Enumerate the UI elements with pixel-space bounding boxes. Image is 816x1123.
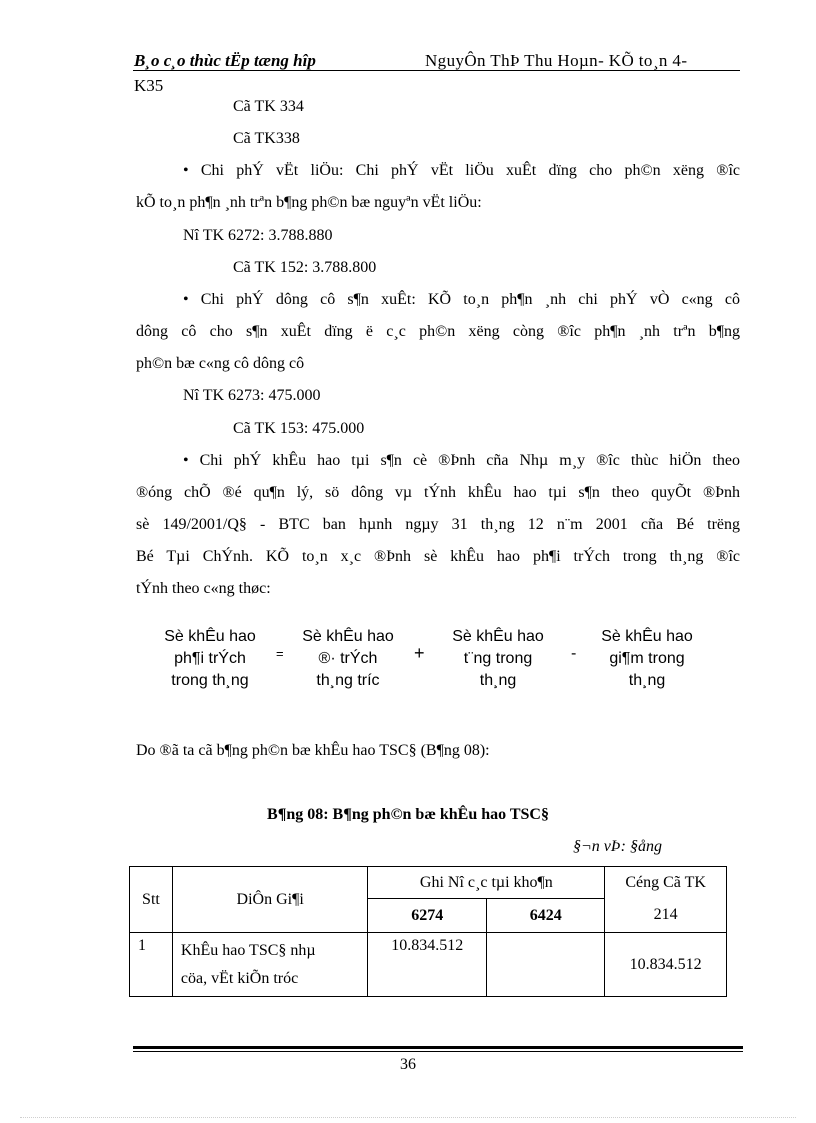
report-title: B¸o c¸o thùc tËp tæng hîp (134, 51, 316, 70)
formula-term-text: th¸ng (628, 672, 666, 689)
entry-credit-338: Cã TK338 (233, 130, 300, 147)
formula-term-depreciation-payable (150, 626, 270, 692)
author-info-continued: K35 (134, 76, 164, 95)
paragraph-depreciation-line2: ®óng chÕ ®é qu¶n lý, sö dông vµ tÝnh khÊu hao tµi s¶n theo quyÕt ®Þnh (136, 484, 740, 501)
formula-term-text: Sè khÊu hao (302, 628, 394, 645)
table-intro-sentence: Do ®ã ta cã b¶ng ph©n bæ khÊu hao TSC§ (B¶ng 08): (136, 742, 490, 759)
formula-term-text: Sè khÊu hao (601, 628, 693, 645)
formula-term-text: trong th¸ng (171, 672, 249, 689)
depreciation-allocation-table (129, 866, 727, 997)
cell-description-line2: cöa, vËt kiÕn tróc (180, 970, 299, 987)
paragraph-depreciation-line4: Bé Tµi ChÝnh. KÕ to¸n x¸c ®Þnh sè khÊu hao ph¶i trÝch trong th¸ng ®îc (136, 548, 740, 565)
entry-credit-334: Cã TK 334 (233, 98, 304, 115)
paragraph-depreciation-line1: • Chi phÝ khÊu hao tµi s¶n cè ®Þnh cña Nhµ m¸y ®îc thùc hiÖn theo (183, 452, 740, 469)
formula-term-text: gi¶m trong (609, 650, 685, 667)
table-title: B¶ng 08: B¶ng ph©n bæ khÊu hao TSC§ (267, 806, 549, 823)
footer-rule-thin (133, 1051, 743, 1052)
paragraph-depreciation-line3: sè 149/2001/Q§ - BTC ban hµnh ngµy 31 th¸ng 12 n¨m 2001 cña Bé trëng (136, 516, 740, 533)
entry-debit-6273: Nî TK 6273: 475.000 (183, 387, 321, 404)
cell-total: 10.834.512 (605, 933, 727, 997)
formula-term-depreciation-increase (438, 626, 558, 692)
cell-description (172, 933, 367, 997)
formula-term-text: th¸ng (479, 672, 517, 689)
formula-term-text: t¨ng trong (463, 650, 533, 667)
header-cong-co: Céng Cã TK (605, 867, 727, 899)
paragraph-tool-cost-line1: • Chi phÝ dông cô s¶n xuÊt: KÕ to¸n ph¶n ¸nh chi phÝ vÒ c«ng cô (183, 291, 740, 308)
header-cong-co-account: 214 (605, 899, 727, 933)
formula-equals-sign: = (276, 646, 284, 661)
formula-term-text: th¸ng tríc (316, 672, 380, 689)
header-rule (133, 70, 740, 71)
cell-6424 (487, 933, 605, 997)
formula-term-text: Sè khÊu hao (164, 628, 256, 645)
formula-plus-sign: + (414, 643, 425, 663)
header-6424: 6424 (487, 899, 605, 933)
header-ghi-no: Ghi Nî c¸c tµi kho¶n (368, 867, 605, 899)
cell-stt: 1 (130, 933, 173, 997)
paragraph-material-cost-line1: • Chi phÝ vËt liÖu: Chi phÝ vËt liÖu xuÊt dïng cho ph©n xëng ®îc (183, 162, 740, 179)
header-stt: Stt (130, 867, 173, 933)
author-info: NguyÔn ThÞ Thu Hoµn- KÕ to¸n 4- (425, 51, 688, 70)
entry-credit-153: Cã TK 153: 475.000 (233, 420, 365, 437)
entry-debit-6272: Nî TK 6272: 3.788.880 (183, 227, 333, 244)
formula-term-text: ®· trÝch (318, 650, 378, 667)
paragraph-tool-cost-line2: dông cô cho s¶n xuÊt dïng ë c¸c ph©n xëng còng ®îc ph¶n ¸nh trªn b¶ng (136, 323, 740, 340)
entry-credit-152: Cã TK 152: 3.788.800 (233, 259, 377, 276)
formula-term-depreciation-decrease (587, 626, 707, 692)
cell-6274: 10.834.512 (368, 933, 487, 997)
cell-description-line1: KhÊu hao TSC§ nhµ (180, 942, 316, 959)
header-dien-giai: DiÔn Gi¶i (172, 867, 367, 933)
formula-minus-sign: - (571, 645, 577, 662)
header-6274: 6274 (368, 899, 487, 933)
footer-rule-thick (133, 1046, 743, 1049)
paragraph-material-cost-line2: kÕ to¸n ph¶n ¸nh trªn b¶ng ph©n bæ nguyªn vËt liÖu: (136, 194, 482, 211)
paragraph-depreciation-line5: tÝnh theo c«ng thøc: (136, 580, 271, 597)
table-row (130, 933, 727, 997)
page-number: 36 (400, 1056, 416, 1073)
formula-term-depreciation-prior (288, 626, 408, 692)
page-edge-dotted-line (20, 1117, 796, 1118)
formula-term-text: Sè khÊu hao (452, 628, 544, 645)
paragraph-tool-cost-line3: ph©n bæ c«ng cô dông cô (136, 355, 305, 372)
formula-term-text: ph¶i trÝch (174, 650, 246, 667)
table-unit: §¬n vÞ: §ång (573, 838, 662, 855)
